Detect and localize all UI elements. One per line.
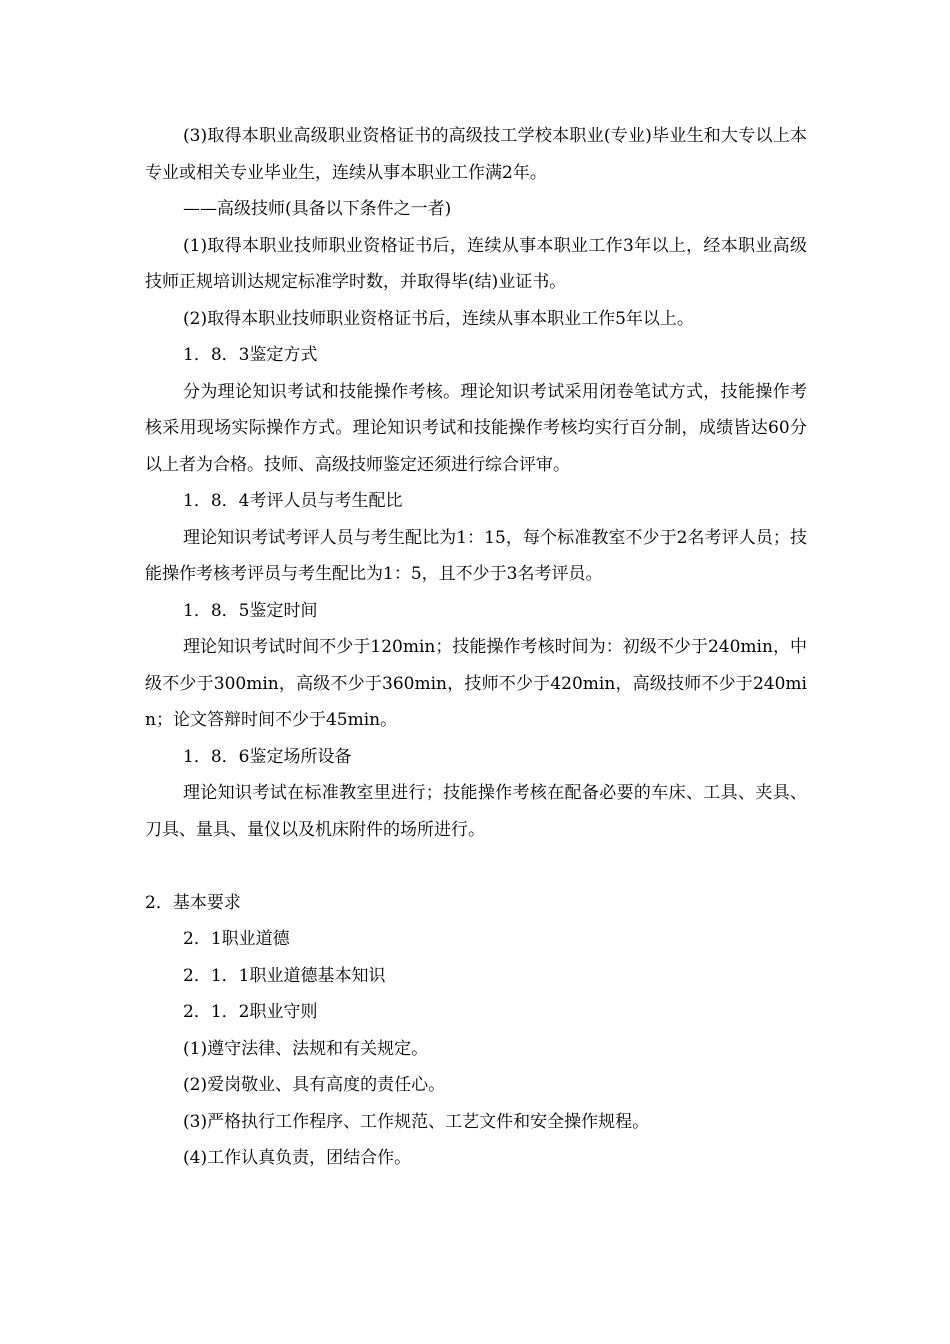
paragraph-senior-condition-3: (3)取得本职业高级职业资格证书的高级技工学校本职业(专业)毕业生和大专以上本专业或相关专业毕业生，连续从事本职业工作满2年。 [145, 126, 807, 183]
paragraph-senior-technician-condition-2: (2)取得本职业技师职业资格证书后，连续从事本职业工作5年以上。 [183, 308, 694, 329]
paragraph-examiner-ratio: 理论知识考试考评人员与考生配比为1：15，每个标准教室不少于2名考评人员；技能操作考核考评员与考生配比为1：5，且不少于3名考评员。 [145, 527, 807, 584]
paragraph-senior-technician-condition-1: (1)取得本职业技师职业资格证书后，连续从事本职业工作3年以上，经本职业高级技师正规培训达规定标准学时数，并取得毕(结)业证书。 [145, 235, 807, 292]
paragraph-appraisal-venue: 理论知识考试在标准教室里进行；技能操作考核在配备必要的车床、工具、夹具、刀具、量具、量仪以及机床附件的场所进行。 [145, 783, 807, 840]
list-item-rule-4: (4)工作认真负责，团结合作。 [183, 1148, 412, 1168]
section-heading-1-8-3: 1．8．3鉴定方式 [183, 345, 318, 365]
section-heading-2: 2．基本要求 [145, 892, 241, 913]
list-item-rule-1: (1)遵守法律、法规和有关规定。 [183, 1038, 429, 1059]
paragraph-appraisal-time: 理论知识考试时间不少于120min；技能操作考核时间为：初级不少于240min，中级不少于300min，高级不少于360min，技师不少于420min，高级技师不少于240min；论文答辩时间不少于45min。 [145, 637, 807, 730]
section-heading-1-8-6: 1．8．6鉴定场所设备 [183, 746, 352, 767]
section-spacer [145, 848, 807, 885]
list-item-rule-3: (3)严格执行工作程序、工作规范、工艺文件和安全操作规程。 [183, 1111, 650, 1132]
paragraph-appraisal-method: 分为理论知识考试和技能操作考核。理论知识考试采用闭卷笔试方式，技能操作考核采用现场实际操作方式。理论知识考试和技能操作考核均实行百分制，成绩皆达60分以上者为合格。技师、高级技师鉴定还须进行综合评审。 [145, 381, 807, 475]
document-body [145, 118, 807, 1177]
section-heading-1-8-4: 1．8．4考评人员与考生配比 [183, 491, 403, 511]
section-heading-2-1: 2．1职业道德 [183, 929, 290, 949]
section-heading-2-1-2: 2．1．2职业守则 [183, 1002, 318, 1022]
section-heading-1-8-5: 1．8．5鉴定时间 [183, 600, 318, 621]
section-heading-2-1-1: 2．1．1职业道德基本知识 [183, 965, 386, 986]
paragraph-senior-technician-header: ——高级技师(具备以下条件之一者) [183, 199, 452, 219]
list-item-rule-2: (2)爱岗敬业、具有高度的责任心。 [183, 1075, 446, 1095]
